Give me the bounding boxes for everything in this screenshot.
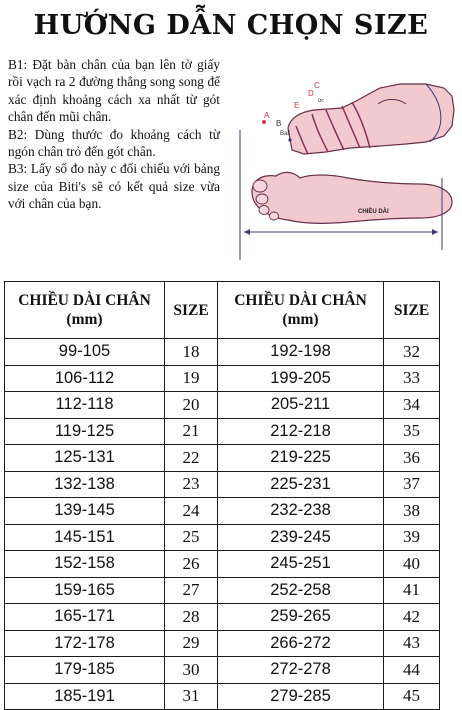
length-left-cell: 125-131	[5, 445, 165, 472]
length-right-cell: 266-272	[218, 630, 384, 657]
length-left-cell: 165-171	[5, 604, 165, 631]
header-length-unit: (mm)	[66, 311, 103, 328]
length-right-cell: 232-238	[218, 498, 384, 525]
size-right-cell: 40	[384, 551, 440, 578]
size-left-cell: 24	[165, 498, 218, 525]
length-left-cell: 152-158	[5, 551, 165, 578]
length-right-cell: 272-278	[218, 657, 384, 684]
table-row	[5, 471, 440, 498]
length-left-cell: 99-105	[5, 339, 165, 366]
size-right-cell: 37	[384, 471, 440, 498]
size-left-cell: 19	[165, 365, 218, 392]
foot-diagram	[230, 74, 456, 264]
table-row	[5, 365, 440, 392]
length-left-cell: 132-138	[5, 471, 165, 498]
label-e: E	[294, 101, 300, 110]
size-right-cell: 42	[384, 604, 440, 631]
size-right-cell: 41	[384, 577, 440, 604]
header-size-right: SIZE	[384, 282, 440, 339]
size-right-cell: 32	[384, 339, 440, 366]
table-row	[5, 524, 440, 551]
size-table	[4, 281, 440, 710]
size-left-cell: 22	[165, 445, 218, 472]
length-arrow-left-head	[244, 229, 250, 235]
size-left-cell: 31	[165, 683, 218, 710]
size-left-cell: 27	[165, 577, 218, 604]
table-row	[5, 445, 440, 472]
table-row	[5, 392, 440, 419]
table-row	[5, 551, 440, 578]
table-row	[5, 604, 440, 631]
table-row	[5, 498, 440, 525]
size-left-cell: 18	[165, 339, 218, 366]
length-left-cell: 112-118	[5, 392, 165, 419]
size-left-cell: 29	[165, 630, 218, 657]
length-right-cell: 259-265	[218, 604, 384, 631]
length-left-cell: 145-151	[5, 524, 165, 551]
length-right-cell: 239-245	[218, 524, 384, 551]
size-right-cell: 39	[384, 524, 440, 551]
label-b: B	[276, 119, 282, 128]
toe-4	[270, 212, 279, 220]
size-right-cell: 38	[384, 498, 440, 525]
length-left-cell: 106-112	[5, 365, 165, 392]
table-header-row	[5, 282, 440, 339]
table-row	[5, 577, 440, 604]
size-right-cell: 35	[384, 418, 440, 445]
header-length-unit: (mm)	[282, 311, 319, 328]
size-left-cell: 21	[165, 418, 218, 445]
length-right-cell: 245-251	[218, 551, 384, 578]
length-left-cell: 159-165	[5, 577, 165, 604]
length-left-cell: 139-145	[5, 498, 165, 525]
length-right-cell: 225-231	[218, 471, 384, 498]
table-row	[5, 418, 440, 445]
header-size-left: SIZE	[165, 282, 218, 339]
size-right-cell: 44	[384, 657, 440, 684]
size-right-cell: 43	[384, 630, 440, 657]
size-right-cell: 33	[384, 365, 440, 392]
size-left-cell: 28	[165, 604, 218, 631]
size-right-cell: 45	[384, 683, 440, 710]
instructions	[8, 56, 220, 213]
header-length-right	[218, 282, 384, 339]
toe-1	[253, 180, 267, 192]
header-length-label: CHIỀU DÀI CHÂN	[18, 292, 151, 309]
length-right-cell: 212-218	[218, 418, 384, 445]
label-c: C	[314, 81, 320, 90]
toe-3	[259, 206, 269, 215]
table-row	[5, 630, 440, 657]
marker-ball	[288, 138, 291, 141]
toe-2	[256, 194, 268, 204]
instruction-step-1: B1: Đặt bàn chân của bạn lên tờ giấy rồi vạch ra 2 đường thẳng song song để xác định khoảng cách xa nhất từ gót chân đến mũi chân.	[8, 57, 220, 125]
size-table-body	[5, 339, 440, 710]
size-left-cell: 20	[165, 392, 218, 419]
length-right-cell: 199-205	[218, 365, 384, 392]
size-left-cell: 23	[165, 471, 218, 498]
size-left-cell: 26	[165, 551, 218, 578]
length-right-cell: 219-225	[218, 445, 384, 472]
table-row	[5, 339, 440, 366]
label-d: D	[308, 89, 314, 98]
length-right-cell: 192-198	[218, 339, 384, 366]
table-row	[5, 683, 440, 710]
size-right-cell: 36	[384, 445, 440, 472]
label-foot-length: CHIỀU DÀI	[358, 209, 389, 215]
instruction-step-2: B2: Dùng thước đo khoảng cách từ ngón chân trỏ đến gót chân.	[8, 126, 220, 160]
instruction-step-3: B3: Lấy số đo này c đối chiếu với bảng size của Biti's sẽ có kết quả size vừa với chân của bạn.	[8, 161, 220, 212]
label-uc: ức	[318, 98, 324, 104]
foot-measure-illustration	[230, 74, 456, 264]
length-left-cell: 172-178	[5, 630, 165, 657]
label-ball: Ball	[280, 131, 291, 137]
length-right-cell: 205-211	[218, 392, 384, 419]
marker-a	[262, 120, 266, 124]
length-right-cell: 279-285	[218, 683, 384, 710]
foot-sole-view	[252, 172, 452, 223]
label-a: A	[264, 111, 270, 120]
length-left-cell: 185-191	[5, 683, 165, 710]
table-row	[5, 657, 440, 684]
header-length-label: CHIỀU DÀI CHÂN	[234, 292, 367, 309]
length-left-cell: 119-125	[5, 418, 165, 445]
length-right-cell: 252-258	[218, 577, 384, 604]
size-left-cell: 30	[165, 657, 218, 684]
length-arrow-right-head	[432, 229, 438, 235]
size-right-cell: 34	[384, 392, 440, 419]
header-length-left	[5, 282, 165, 339]
length-left-cell: 179-185	[5, 657, 165, 684]
size-left-cell: 25	[165, 524, 218, 551]
page-title: HƯỚNG DẪN CHỌN SIZE	[33, 10, 429, 41]
